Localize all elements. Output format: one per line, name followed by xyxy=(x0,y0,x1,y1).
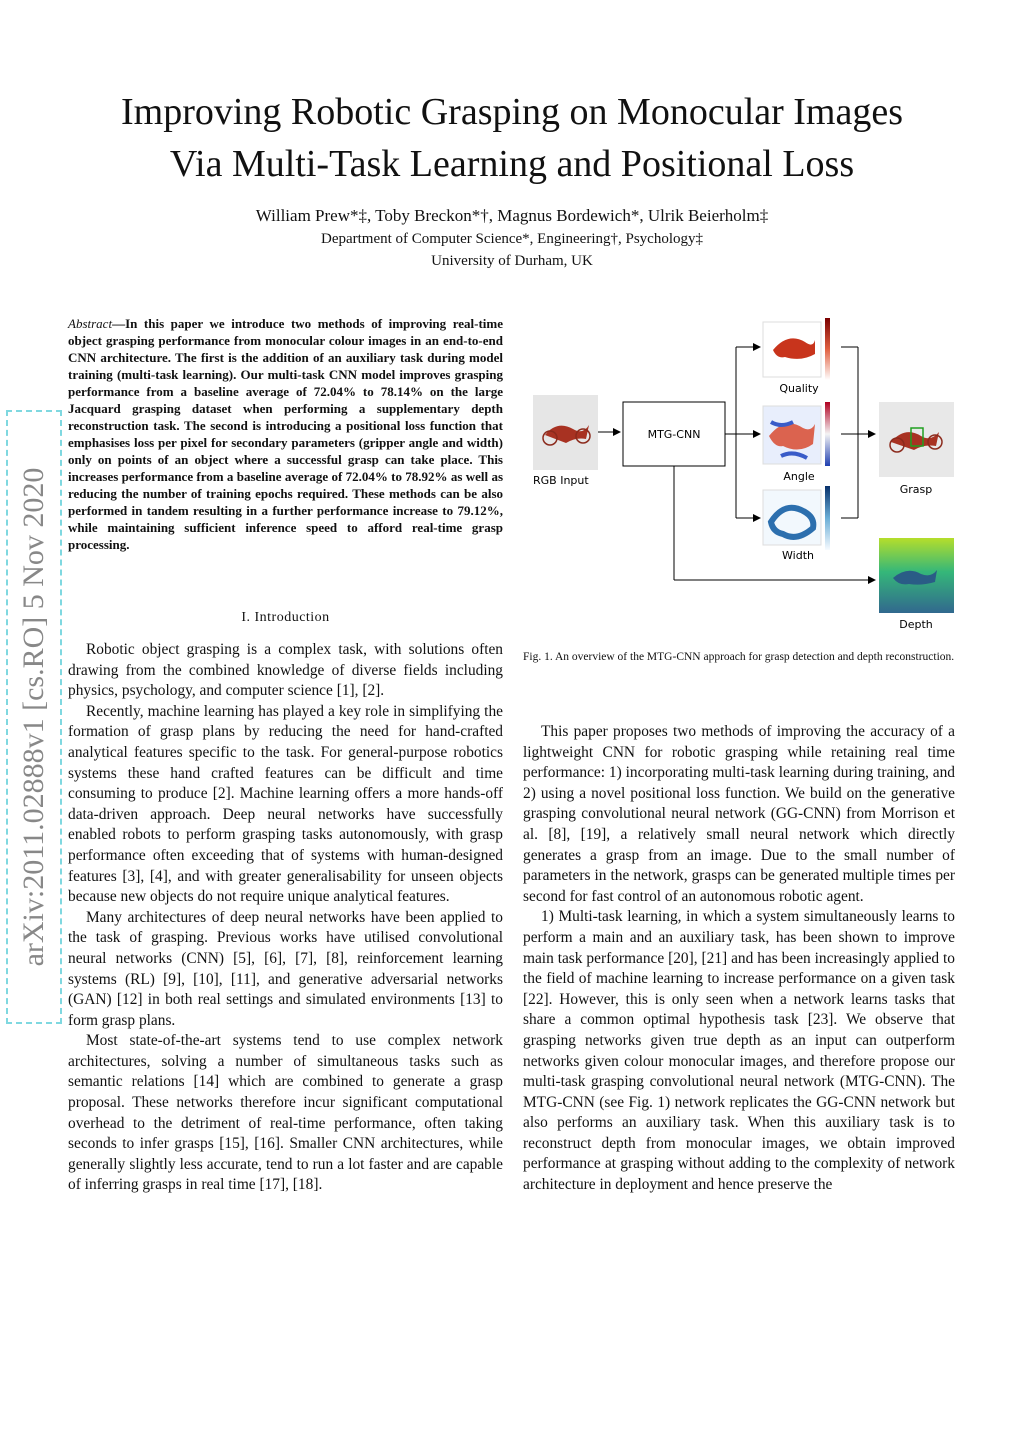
right-column xyxy=(523,722,955,1196)
figure-caption: Fig. 1. An overview of the MTG-CNN approach for grasp detection and depth reconstruction. xyxy=(523,651,955,663)
label-rgb-input: RGB Input xyxy=(533,474,589,487)
title-line-2: Via Multi-Task Learning and Positional Loss xyxy=(169,143,855,185)
authors: William Prew*‡, Toby Breckon*†, Magnus Bordewich*, Ulrik Beierholm‡ xyxy=(255,206,769,225)
label-network: MTG-CNN xyxy=(647,428,701,441)
label-width: Width xyxy=(782,549,814,562)
angle-map xyxy=(763,402,830,466)
left-paragraph-2: Recently, machine learning has played a key role in simplifying the formation of grasp plans by reducing the need for hand-crafted analytical features specific to the task. For general-purpose robotics systems these hand crafted features can be difficult and time consuming to produce [2]. Machine learning offers a more hands-off data-driven approach. Deep neural networks have successfully enabled robots to perform grasping tasks autonomously, with grasp performance often exceeding that of systems with human-designed features [3], [4], and with greater generalisability for unseen objects because new objects do not require unique analytical features. xyxy=(68,702,503,906)
left-paragraph-4: Most state-of-the-art systems tend to use complex network architectures, solving a number of simultaneous tasks such as semantic relations [14] which are combined to generate a grasp proposal. These networks therefore incur significant computational overhead to the detriment of real-time performance, often taking seconds to infer grasps [15], [16]. Smaller CNN architectures, while generally slightly less accurate, tend to run a lot faster and are capable of inferring grasps in real time [17], [18]. xyxy=(68,1032,503,1194)
section-heading: I. Introduction xyxy=(241,610,330,625)
quality-map xyxy=(763,318,830,380)
arxiv-id: arXiv:2011.02888v1 [cs.RO] 5 Nov 2020 xyxy=(17,467,50,967)
grasp-image xyxy=(879,402,954,477)
affiliation: Department of Computer Science*, Engineering†, Psychology‡ xyxy=(321,231,703,247)
abstract xyxy=(68,315,503,553)
rgb-input-image xyxy=(533,395,598,470)
title-line-1: Improving Robotic Grasping on Monocular Images xyxy=(120,91,904,133)
label-depth: Depth xyxy=(899,618,933,631)
label-grasp: Grasp xyxy=(899,483,933,496)
right-paragraph-1: This paper proposes two methods of improving the accuracy of a lightweight CNN for robotic grasping while retaining real time performance: 1) incorporating multi-task learning during training, and 2) using a novel positional loss function. We build on the generative grasping convolutional neural network (GG-CNN) from Morrison et al. [8], [19], a relatively small neural network which directly generates a grasp from an image. Due to the small number of parameters in the network, grasps can be generated multiple times per second for fast control of an autonomous robotic agent. xyxy=(523,723,955,905)
arxiv-stamp xyxy=(6,410,62,1024)
abstract-text: —In this paper we introduce two methods of improving real-time object grasping performance from monocular colour images in an end-to-end CNN architecture. The first is the addition of an auxiliary task during model training (multi-task learning). Our multi-task CNN model improves grasping performance from a baseline average of 72.04% to 78.14% on the large Jacquard grasping dataset when performing a supplementary depth reconstruction task. The second is introducing a positional loss function that emphasises loss per pixel for secondary parameters (gripper angle and width) only on points of an object where a successful grasp can take place. This increases performance from a baseline average of 72.04% to 78.92% as well as reducing the number of training epochs required. These methods can be also performed in tandem resulting in a further performance increase to 79.12%, while maintaining sufficient inference speed to afford real-time grasp processing. xyxy=(68,316,503,552)
left-paragraph-3: Many architectures of deep neural networks have been applied to the task of grasping. Previous works have utilised convolutional neural networks (CNN) [5], [6], [7], [8], reinforcement learning systems (RL) [9], [10], [11], and generative adversarial networks (GAN) [12] in both real settings and simulated environments [13] to form grasp plans. xyxy=(68,908,503,1029)
overview-figure xyxy=(523,310,963,640)
label-angle: Angle xyxy=(783,470,815,483)
left-paragraph-1: Robotic object grasping is a complex task, with solutions often drawing from the combined knowledge of diverse fields including physics, psychology, and computer science [1], [2]. xyxy=(68,641,503,700)
label-quality: Quality xyxy=(779,382,819,395)
depth-map xyxy=(879,538,954,613)
paper-title xyxy=(0,86,1024,190)
right-paragraph-2: 1) Multi-task learning, in which a system simultaneously learns to perform a main and an auxiliary task, has been shown to improve main task performance [20], [21] and has been increasingly applied to the field of machine learning to increase performance on a given task [22]. However, this is only seen when a network learns tasks that share a common optimal hypothesis task [23]. We observe that grasping networks given true depth as an input can outperform networks given colour monocular images, and therefore propose our multi-task grasping convolutional neural network (MTG-CNN). The MTG-CNN (see Fig. 1) network replicates the GG-CNN network but also performs an auxiliary task. When this auxiliary task is to reconstruct depth from monocular images, we obtain improved performance at grasping without adding to the complexity of network architecture in deployment and hence preserve the xyxy=(523,908,955,1194)
abstract-label: Abstract xyxy=(68,316,113,331)
width-map xyxy=(763,486,830,550)
university: University of Durham, UK xyxy=(431,253,593,269)
left-column xyxy=(68,640,503,1196)
